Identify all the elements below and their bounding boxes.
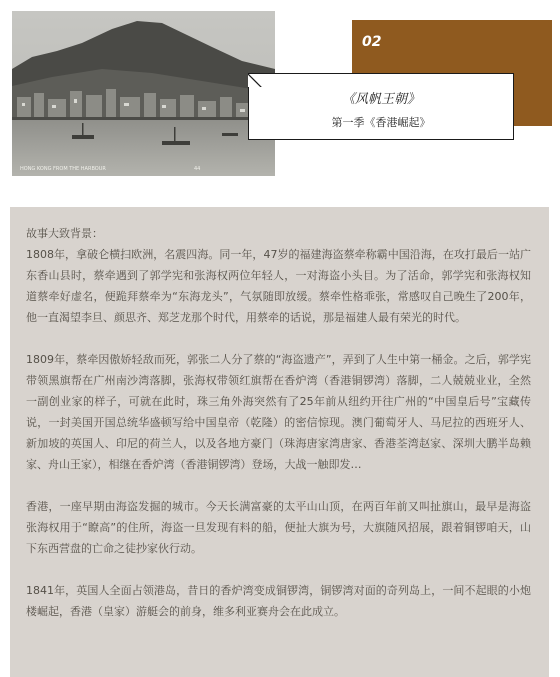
story-paragraph: 1808年，拿破仑横扫欧洲，名震四海。同一年，47岁的福建海盗蔡牵称霸中国沿海，在攻打最后一站广东香山县时，蔡牵遇到了郭学宪和张海权两位年轻人，一对海盗小头目。为了活命，郭学宪和张海权知道蔡牵好虚名，便跪拜蔡牵为“东海龙头”，气氛随即放缓。蔡牵性格乖张，常感叹自己晚生了200年，他一直渴望李旦、颜思齐、郑芝龙那个时代，用蔡牵的话说，那是福建人最有荣光的时代。 [26, 248, 531, 324]
season-subtitle: 第一季《香港崛起》 [331, 116, 431, 129]
title-card [248, 73, 514, 140]
story-background-section [10, 207, 549, 677]
corner-mark-icon [248, 73, 262, 87]
story-paragraph: 1809年，蔡牵因傲娇轻敌而死，郭张二人分了蔡的“海盗遗产”，弄到了人生中第一桶金。之后，郭学宪带领黑旗帮在广州南沙湾落脚，张海权带领红旗帮在香炉湾（香港铜锣湾）落脚，二人兢兢业业，全然一副创业家的样子，可就在此时，珠三角外海突然有了25年前从纽约开往广州的“中国皇后号”宝藏传说，一封美国开国总统华盛顿写给中国皇帝（乾隆）的密信惊现。澳门葡萄牙人、马尼拉的西班牙人、新加坡的英国人、印尼的荷兰人，以及各地方豪门（珠海唐家湾唐家、香港荃湾赵家、深圳大鹏半岛赖家、舟山王家），相继在香炉湾（香港铜锣湾）登场，大战一触即发… [26, 353, 531, 471]
story-heading: 故事大致背景： [26, 227, 103, 240]
harbour-photo-image [12, 11, 275, 176]
series-title: 《风帆王朝》 [341, 92, 420, 107]
photo-caption: HONG KONG FROM THE HARBOUR [20, 166, 106, 172]
episode-number: 02 [362, 34, 382, 50]
photo-number: 44 [194, 166, 201, 172]
story-paragraph: 香港，一座早期由海盗发掘的城市。今天长满富豪的太平山山顶，在两百年前又叫扯旗山，最早是海盗张海权用于“瞭高”的住所，海盗一旦发现有料的船，便扯大旗为号，大旗随风招展，跟着铜锣咱天，山下东西营盘的亡命之徒抄家伙行动。 [26, 500, 531, 555]
hong-kong-harbour-photo [12, 11, 275, 176]
story-paragraph: 1841年，英国人全面占领港岛，昔日的香炉湾变成铜锣湾，铜锣湾对面的奇列岛上，一间不起眼的小炮楼崛起，香港（皇家）游艇会的前身，维多利亚赛舟会在此成立。 [26, 584, 531, 618]
